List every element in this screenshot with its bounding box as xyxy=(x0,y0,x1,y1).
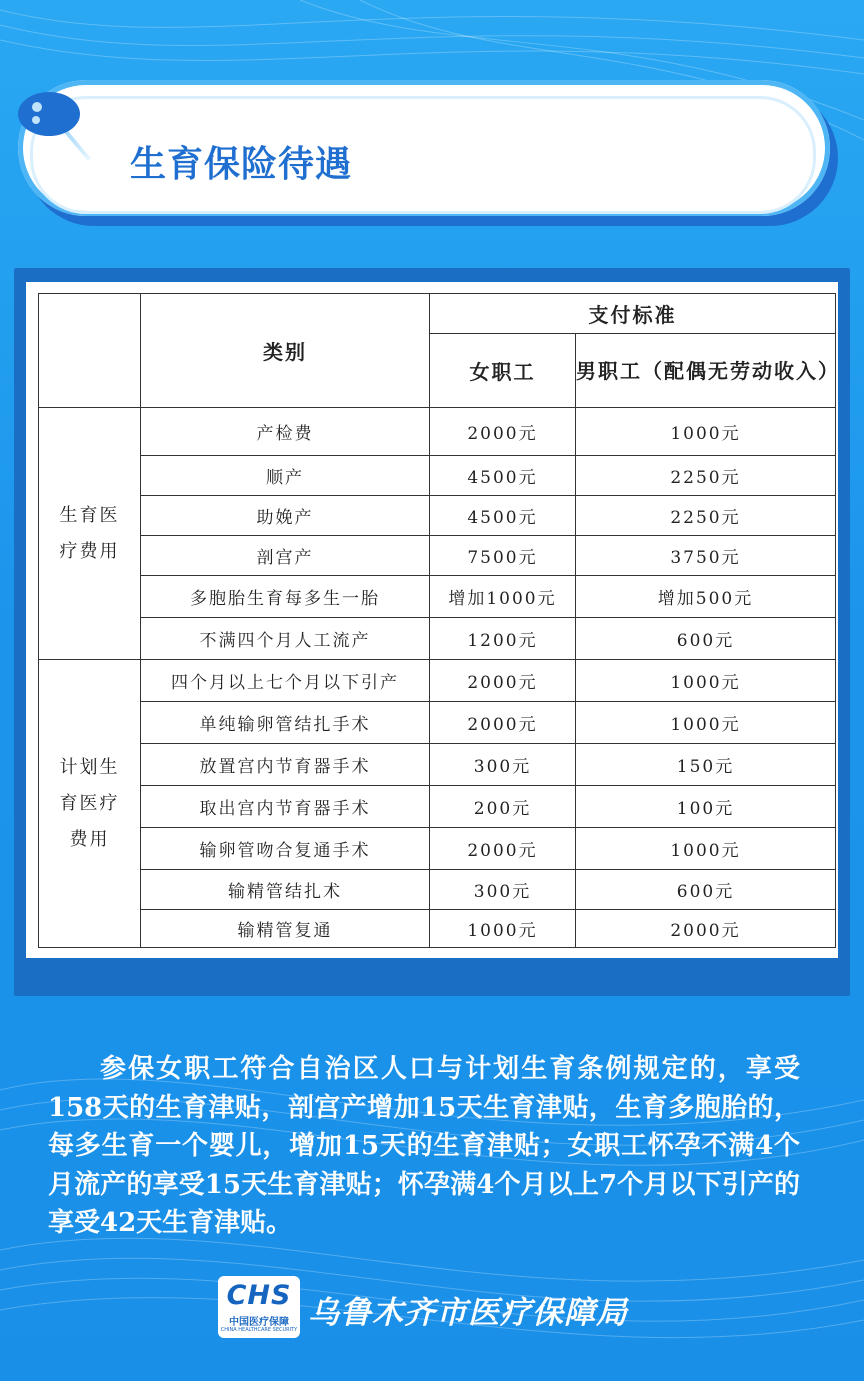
bureau-name: 乌鲁木齐市医疗保障局 xyxy=(308,1295,628,1331)
item-name: 输精管复通 xyxy=(141,910,430,948)
male-amount: 2250元 xyxy=(576,456,836,496)
female-amount: 2000元 xyxy=(430,660,576,702)
table-row xyxy=(39,456,836,496)
table-row xyxy=(39,786,836,828)
benefit-description: 参保女职工符合自治区人口与计划生育条例规定的，享受158天的生育津贴，剖宫产增加15天生育津贴，生育多胞胎的，每多生育一个婴儿，增加15天的生育津贴；女职工怀孕不满4个月流产的享受15天生育津贴；怀孕满4个月以上7个月以下引产的享受42天生育津贴。 xyxy=(48,1054,800,1239)
female-amount: 4500元 xyxy=(430,456,576,496)
male-amount: 1000元 xyxy=(576,828,836,870)
female-amount: 200元 xyxy=(430,786,576,828)
table-row xyxy=(39,870,836,910)
table-row xyxy=(39,536,836,576)
item-name: 输精管结扎术 xyxy=(141,870,430,910)
item-name: 不满四个月人工流产 xyxy=(141,618,430,660)
female-amount: 2000元 xyxy=(430,702,576,744)
female-amount: 1200元 xyxy=(430,618,576,660)
item-name: 输卵管吻合复通手术 xyxy=(141,828,430,870)
female-amount: 300元 xyxy=(430,870,576,910)
item-name: 四个月以上七个月以下引产 xyxy=(141,660,430,702)
male-amount: 150元 xyxy=(576,744,836,786)
male-amount: 2250元 xyxy=(576,496,836,536)
table-row xyxy=(39,828,836,870)
header-female: 女职工 xyxy=(430,334,576,408)
female-amount: 1000元 xyxy=(430,910,576,948)
item-name: 取出宫内节育器手术 xyxy=(141,786,430,828)
male-amount: 100元 xyxy=(576,786,836,828)
table-row xyxy=(39,408,836,456)
pin-icon xyxy=(18,92,80,136)
female-amount: 4500元 xyxy=(430,496,576,536)
item-name: 多胞胎生育每多生一胎 xyxy=(141,576,430,618)
table-row xyxy=(39,496,836,536)
male-amount: 600元 xyxy=(576,618,836,660)
header-category: 类别 xyxy=(141,294,430,408)
table-row xyxy=(39,910,836,948)
chs-logo-en-text: CHINA HEALTHCARE SECURITY xyxy=(220,1327,298,1333)
female-amount: 增加1000元 xyxy=(430,576,576,618)
item-name: 产检费 xyxy=(141,408,430,456)
table-corner-cell xyxy=(39,294,141,408)
female-amount: 2000元 xyxy=(430,408,576,456)
male-amount: 1000元 xyxy=(576,702,836,744)
group-name: 计划生育医疗费用 xyxy=(39,660,141,948)
item-name: 剖宫产 xyxy=(141,536,430,576)
item-name: 助娩产 xyxy=(141,496,430,536)
group-name: 生育医疗费用 xyxy=(39,408,141,660)
page-title: 生育保险待遇 xyxy=(130,143,353,185)
table-row xyxy=(39,702,836,744)
header-male: 男职工（配偶无劳动收入） xyxy=(576,334,836,408)
male-amount: 1000元 xyxy=(576,408,836,456)
header-payment-standard: 支付标准 xyxy=(430,294,836,334)
female-amount: 7500元 xyxy=(430,536,576,576)
female-amount: 300元 xyxy=(430,744,576,786)
male-amount: 3750元 xyxy=(576,536,836,576)
item-name: 顺产 xyxy=(141,456,430,496)
table-row xyxy=(39,618,836,660)
male-amount: 2000元 xyxy=(576,910,836,948)
male-amount: 600元 xyxy=(576,870,836,910)
chs-logo-mark: CHS xyxy=(226,1280,292,1311)
male-amount: 1000元 xyxy=(576,660,836,702)
female-amount: 2000元 xyxy=(430,828,576,870)
table-row xyxy=(39,744,836,786)
item-name: 单纯输卵管结扎手术 xyxy=(141,702,430,744)
table-row xyxy=(39,660,836,702)
table-row xyxy=(39,576,836,618)
male-amount: 增加500元 xyxy=(576,576,836,618)
item-name: 放置宫内节育器手术 xyxy=(141,744,430,786)
benefits-table xyxy=(38,293,840,948)
chs-logo-cn-text: 中国医疗保障 xyxy=(229,1317,289,1328)
